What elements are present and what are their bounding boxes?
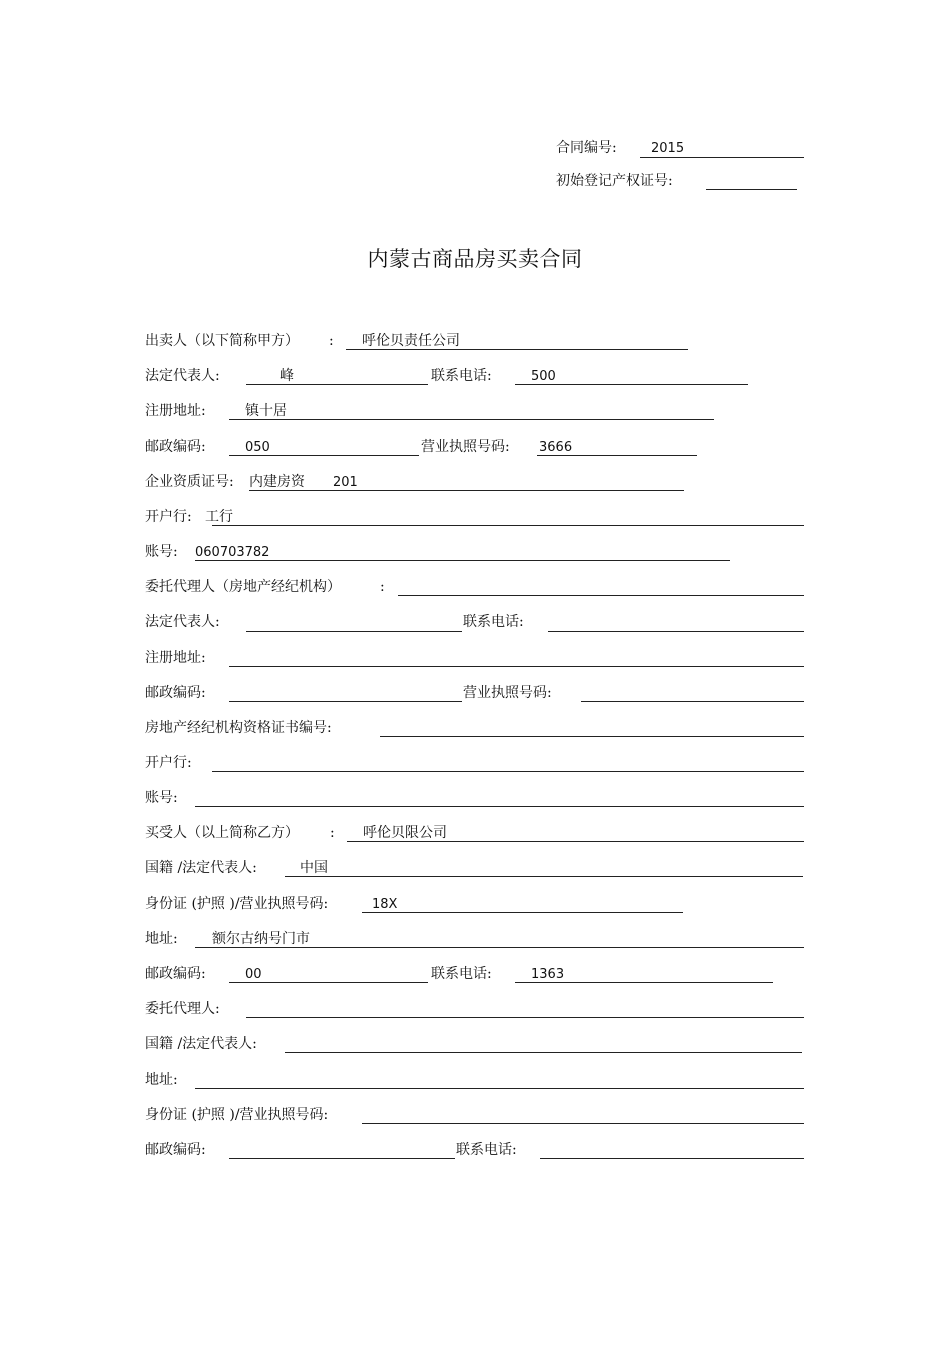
seller-qualification-number: 201 — [333, 475, 358, 490]
seller-phone-label: 联系电话: — [431, 368, 492, 384]
contract-no-value: 2015 — [651, 141, 685, 156]
agent-postcode-field[interactable] — [229, 701, 462, 702]
seller-name-value: 呼伦贝责任公司 — [362, 333, 460, 349]
buyer-agent-nationality-label: 国籍 /法定代表人: — [145, 1036, 257, 1052]
agent-legal-rep-field[interactable] — [246, 631, 462, 632]
agent-account-label: 账号: — [145, 790, 178, 806]
agent-name-field[interactable] — [398, 595, 804, 596]
seller-reg-addr-label: 注册地址: — [145, 403, 206, 419]
buyer-id-value: 18X — [372, 897, 398, 912]
agent-cert-label: 房地产经纪机构资格证书编号: — [145, 720, 332, 736]
buyer-name-label: 买受人（以上简称乙方） — [145, 825, 299, 841]
agent-reg-addr-field[interactable] — [229, 666, 804, 667]
agent-phone-label: 联系电话: — [463, 614, 524, 630]
agent-account-field[interactable] — [195, 806, 804, 807]
buyer-id-field[interactable] — [362, 912, 683, 913]
buyer-id-label: 身份证 (护照 )/营业执照号码: — [145, 896, 329, 912]
buyer-agent-address-field[interactable] — [195, 1088, 804, 1089]
agent-legal-rep-label: 法定代表人: — [145, 614, 220, 630]
seller-qualification-label: 企业资质证号: — [145, 474, 234, 490]
cert-no-field[interactable] — [706, 189, 797, 190]
seller-qualification-value: 内建房资 — [249, 474, 305, 490]
buyer-nationality-value: 中国 — [300, 860, 328, 876]
seller-phone-value: 500 — [531, 369, 556, 384]
seller-legal-rep-label: 法定代表人: — [145, 368, 220, 384]
seller-bank-label: 开户行: — [145, 509, 192, 525]
seller-postcode-label: 邮政编码: — [145, 439, 206, 455]
buyer-name-value: 呼伦贝限公司 — [363, 825, 447, 841]
buyer-phone-value: 1363 — [531, 967, 565, 982]
seller-license-label: 营业执照号码: — [421, 439, 510, 455]
buyer-agent-id-label: 身份证 (护照 )/营业执照号码: — [145, 1107, 329, 1123]
buyer-postcode-field[interactable] — [229, 982, 428, 983]
seller-postcode-field[interactable] — [229, 455, 419, 456]
buyer-phone-label: 联系电话: — [431, 966, 492, 982]
seller-legal-rep-field[interactable] — [246, 384, 428, 385]
agent-postcode-label: 邮政编码: — [145, 685, 206, 701]
agent-phone-field[interactable] — [548, 631, 804, 632]
agent-cert-field[interactable] — [380, 736, 804, 737]
agent-name-label: 委托代理人（房地产经纪机构） — [145, 579, 341, 595]
seller-license-field[interactable] — [537, 455, 697, 456]
buyer-postcode-value: 00 — [245, 967, 262, 982]
seller-account-label: 账号: — [145, 544, 178, 560]
cert-no-label: 初始登记产权证号: — [556, 173, 673, 189]
contract-no-field[interactable] — [640, 157, 804, 158]
agent-license-label: 营业执照号码: — [463, 685, 552, 701]
seller-reg-addr-field[interactable] — [229, 419, 714, 420]
seller-bank-value: 工行 — [205, 509, 233, 525]
seller-name-label: 出卖人（以下简称甲方） — [145, 333, 299, 349]
seller-phone-field[interactable] — [515, 384, 748, 385]
buyer-postcode-label: 邮政编码: — [145, 966, 206, 982]
seller-bank-field[interactable] — [212, 525, 804, 526]
buyer-agent-name-label: 委托代理人: — [145, 1001, 220, 1017]
seller-postcode-value: 050 — [245, 440, 270, 455]
seller-account-field[interactable] — [195, 560, 730, 561]
seller-qualification-field[interactable] — [249, 490, 684, 491]
document-title: 内蒙古商品房买卖合同 — [367, 247, 583, 271]
agent-reg-addr-label: 注册地址: — [145, 650, 206, 666]
contract-no-label: 合同编号: — [556, 140, 617, 156]
buyer-name-colon: : — [330, 825, 335, 841]
buyer-agent-phone-field[interactable] — [540, 1158, 804, 1159]
buyer-address-label: 地址: — [145, 931, 178, 947]
agent-name-colon: : — [380, 579, 385, 595]
buyer-agent-postcode-label: 邮政编码: — [145, 1142, 206, 1158]
buyer-address-value: 额尔古纳号门市 — [212, 931, 310, 947]
buyer-agent-phone-label: 联系电话: — [456, 1142, 517, 1158]
buyer-nationality-field[interactable] — [285, 876, 803, 877]
agent-bank-label: 开户行: — [145, 755, 192, 771]
agent-bank-field[interactable] — [212, 771, 804, 772]
buyer-agent-name-field[interactable] — [246, 1017, 804, 1018]
buyer-agent-postcode-field[interactable] — [229, 1158, 455, 1159]
seller-name-colon: : — [329, 333, 334, 349]
buyer-agent-address-label: 地址: — [145, 1072, 178, 1088]
buyer-name-field[interactable] — [347, 841, 804, 842]
seller-legal-rep-value: 峰 — [280, 368, 294, 384]
seller-reg-addr-value: 镇十居 — [245, 403, 287, 419]
buyer-nationality-label: 国籍 /法定代表人: — [145, 860, 257, 876]
seller-license-value: 3666 — [539, 440, 573, 455]
seller-account-value: 060703782 — [195, 545, 270, 560]
buyer-agent-id-field[interactable] — [362, 1123, 804, 1124]
seller-name-field[interactable] — [346, 349, 688, 350]
buyer-agent-nationality-field[interactable] — [285, 1052, 802, 1053]
agent-license-field[interactable] — [581, 701, 804, 702]
buyer-address-field[interactable] — [195, 947, 804, 948]
buyer-phone-field[interactable] — [515, 982, 773, 983]
